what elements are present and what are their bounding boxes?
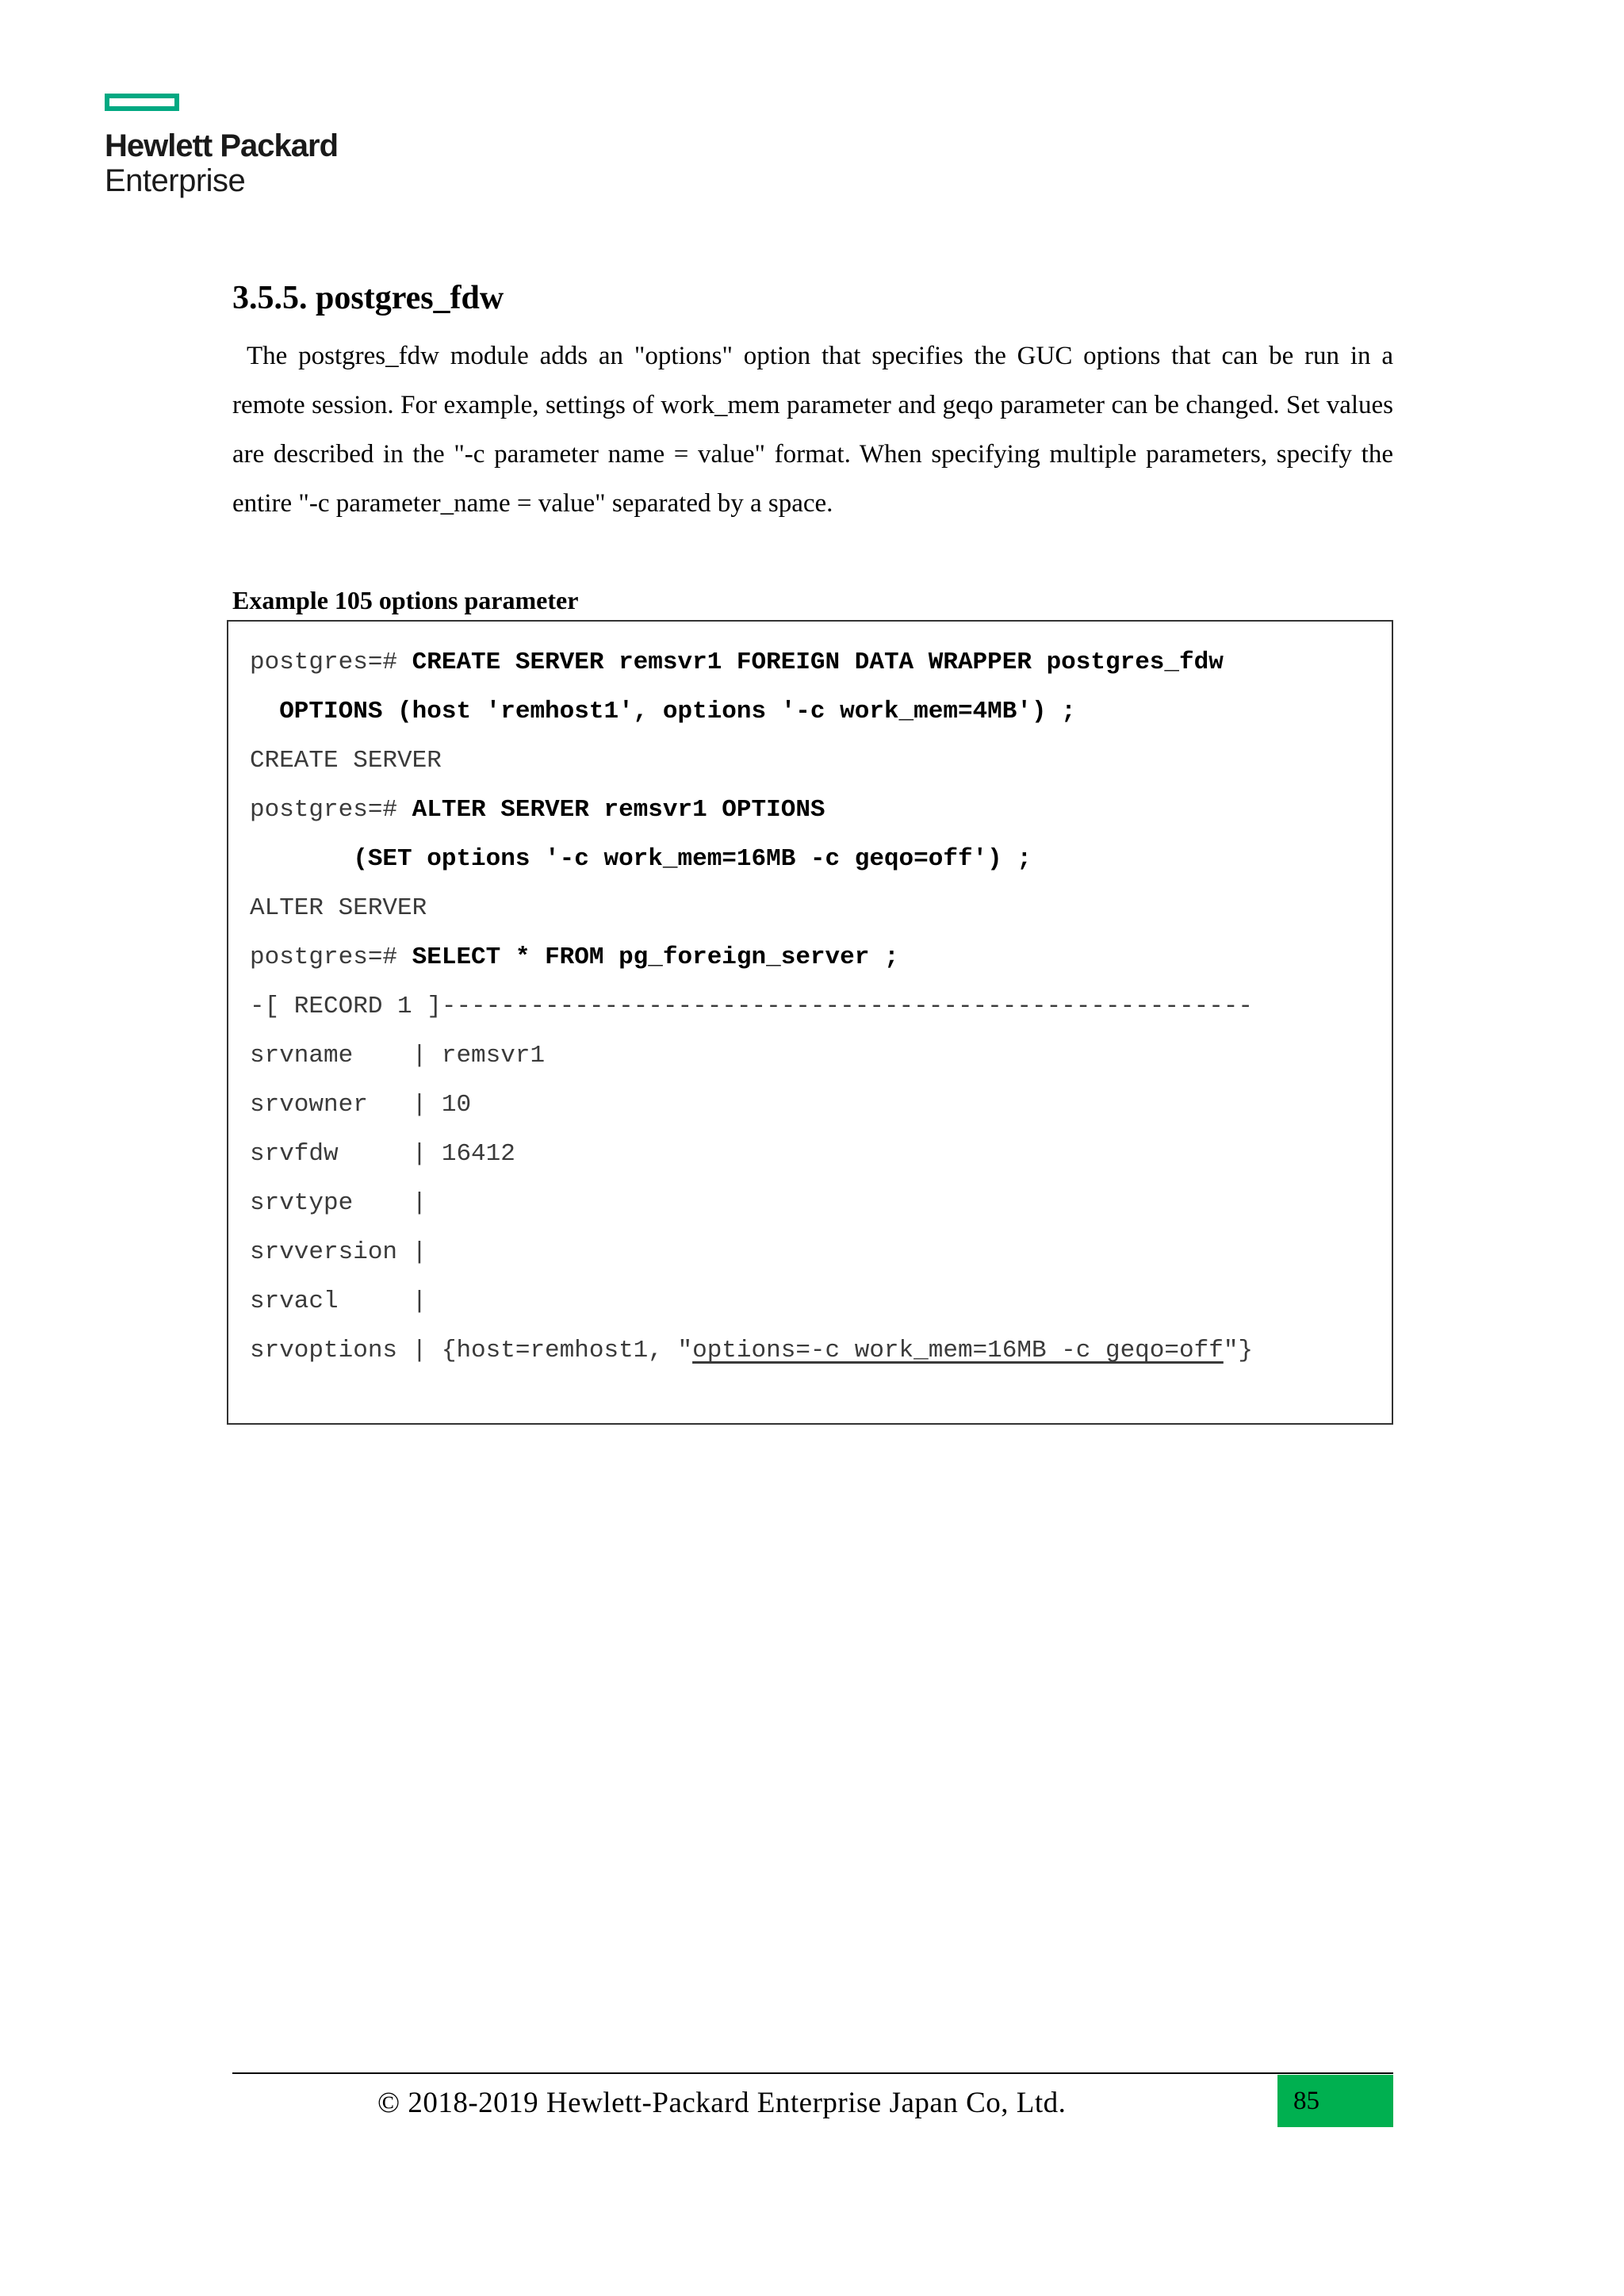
footer-rule xyxy=(232,2072,1393,2074)
code-line: CREATE SERVER xyxy=(250,747,442,775)
code-example-box xyxy=(227,620,1393,1425)
output-text: "} xyxy=(1223,1337,1254,1364)
command: (SET options '-c work_mem=16MB -c geqo=off') ; xyxy=(250,845,1032,873)
prompt: postgres=# xyxy=(250,796,412,824)
code-line: srvtype | xyxy=(250,1189,427,1217)
code-line xyxy=(250,933,1392,982)
code-line: srvversion | xyxy=(250,1238,427,1266)
prompt: postgres=# xyxy=(250,943,412,971)
command: OPTIONS (host 'remhost1', options '-c work_mem=4MB') ; xyxy=(250,698,1076,725)
logo-text-line2: Enterprise xyxy=(105,163,246,198)
code-line: srvowner | 10 xyxy=(250,1091,472,1119)
code-line: -[ RECORD 1 ]------------------------------------------------------- xyxy=(250,993,1254,1020)
logo-text-line1: Hewlett Packard xyxy=(105,128,339,163)
code-line xyxy=(250,1326,1392,1376)
page-number: 85 xyxy=(1293,2087,1320,2115)
company-logo xyxy=(105,94,338,198)
code-line: srvfdw | 16412 xyxy=(250,1140,515,1168)
page-number-badge xyxy=(1277,2075,1393,2127)
footer-copyright: © 2018-2019 Hewlett-Packard Enterprise Japan Co, Ltd. xyxy=(377,2087,1067,2119)
logo-mark xyxy=(105,94,179,111)
code-line xyxy=(250,687,1392,737)
command: SELECT * FROM pg_foreign_server ; xyxy=(412,943,899,971)
section-paragraph: The postgres_fdw module adds an "options" option that specifies the GUC options that can be run in a remote session. For example, settings of work_mem parameter and geqo parameter can be changed. Set values are described in the "-c parameter name = value" format. When specifying multiple parameters, specify the entire "-c parameter_name = value" separated by a space. xyxy=(232,342,1393,518)
output-text: srvoptions | {host=remhost1, " xyxy=(250,1337,693,1364)
command: ALTER SERVER remsvr1 OPTIONS xyxy=(412,796,825,824)
prompt: postgres=# xyxy=(250,649,412,676)
command: CREATE SERVER remsvr1 FOREIGN DATA WRAPPER postgres_fdw xyxy=(412,649,1224,676)
code-line: ALTER SERVER xyxy=(250,894,427,922)
code-line: srvacl | xyxy=(250,1288,427,1315)
code-line: srvname | remsvr1 xyxy=(250,1042,546,1070)
code-line xyxy=(250,638,1392,687)
underlined-options: options=-c work_mem=16MB -c geqo=off xyxy=(692,1337,1224,1364)
code-line xyxy=(250,835,1392,884)
section-heading: 3.5.5. postgres_fdw xyxy=(232,280,504,316)
example-caption: Example 105 options parameter xyxy=(232,586,579,614)
code-line xyxy=(250,786,1392,835)
